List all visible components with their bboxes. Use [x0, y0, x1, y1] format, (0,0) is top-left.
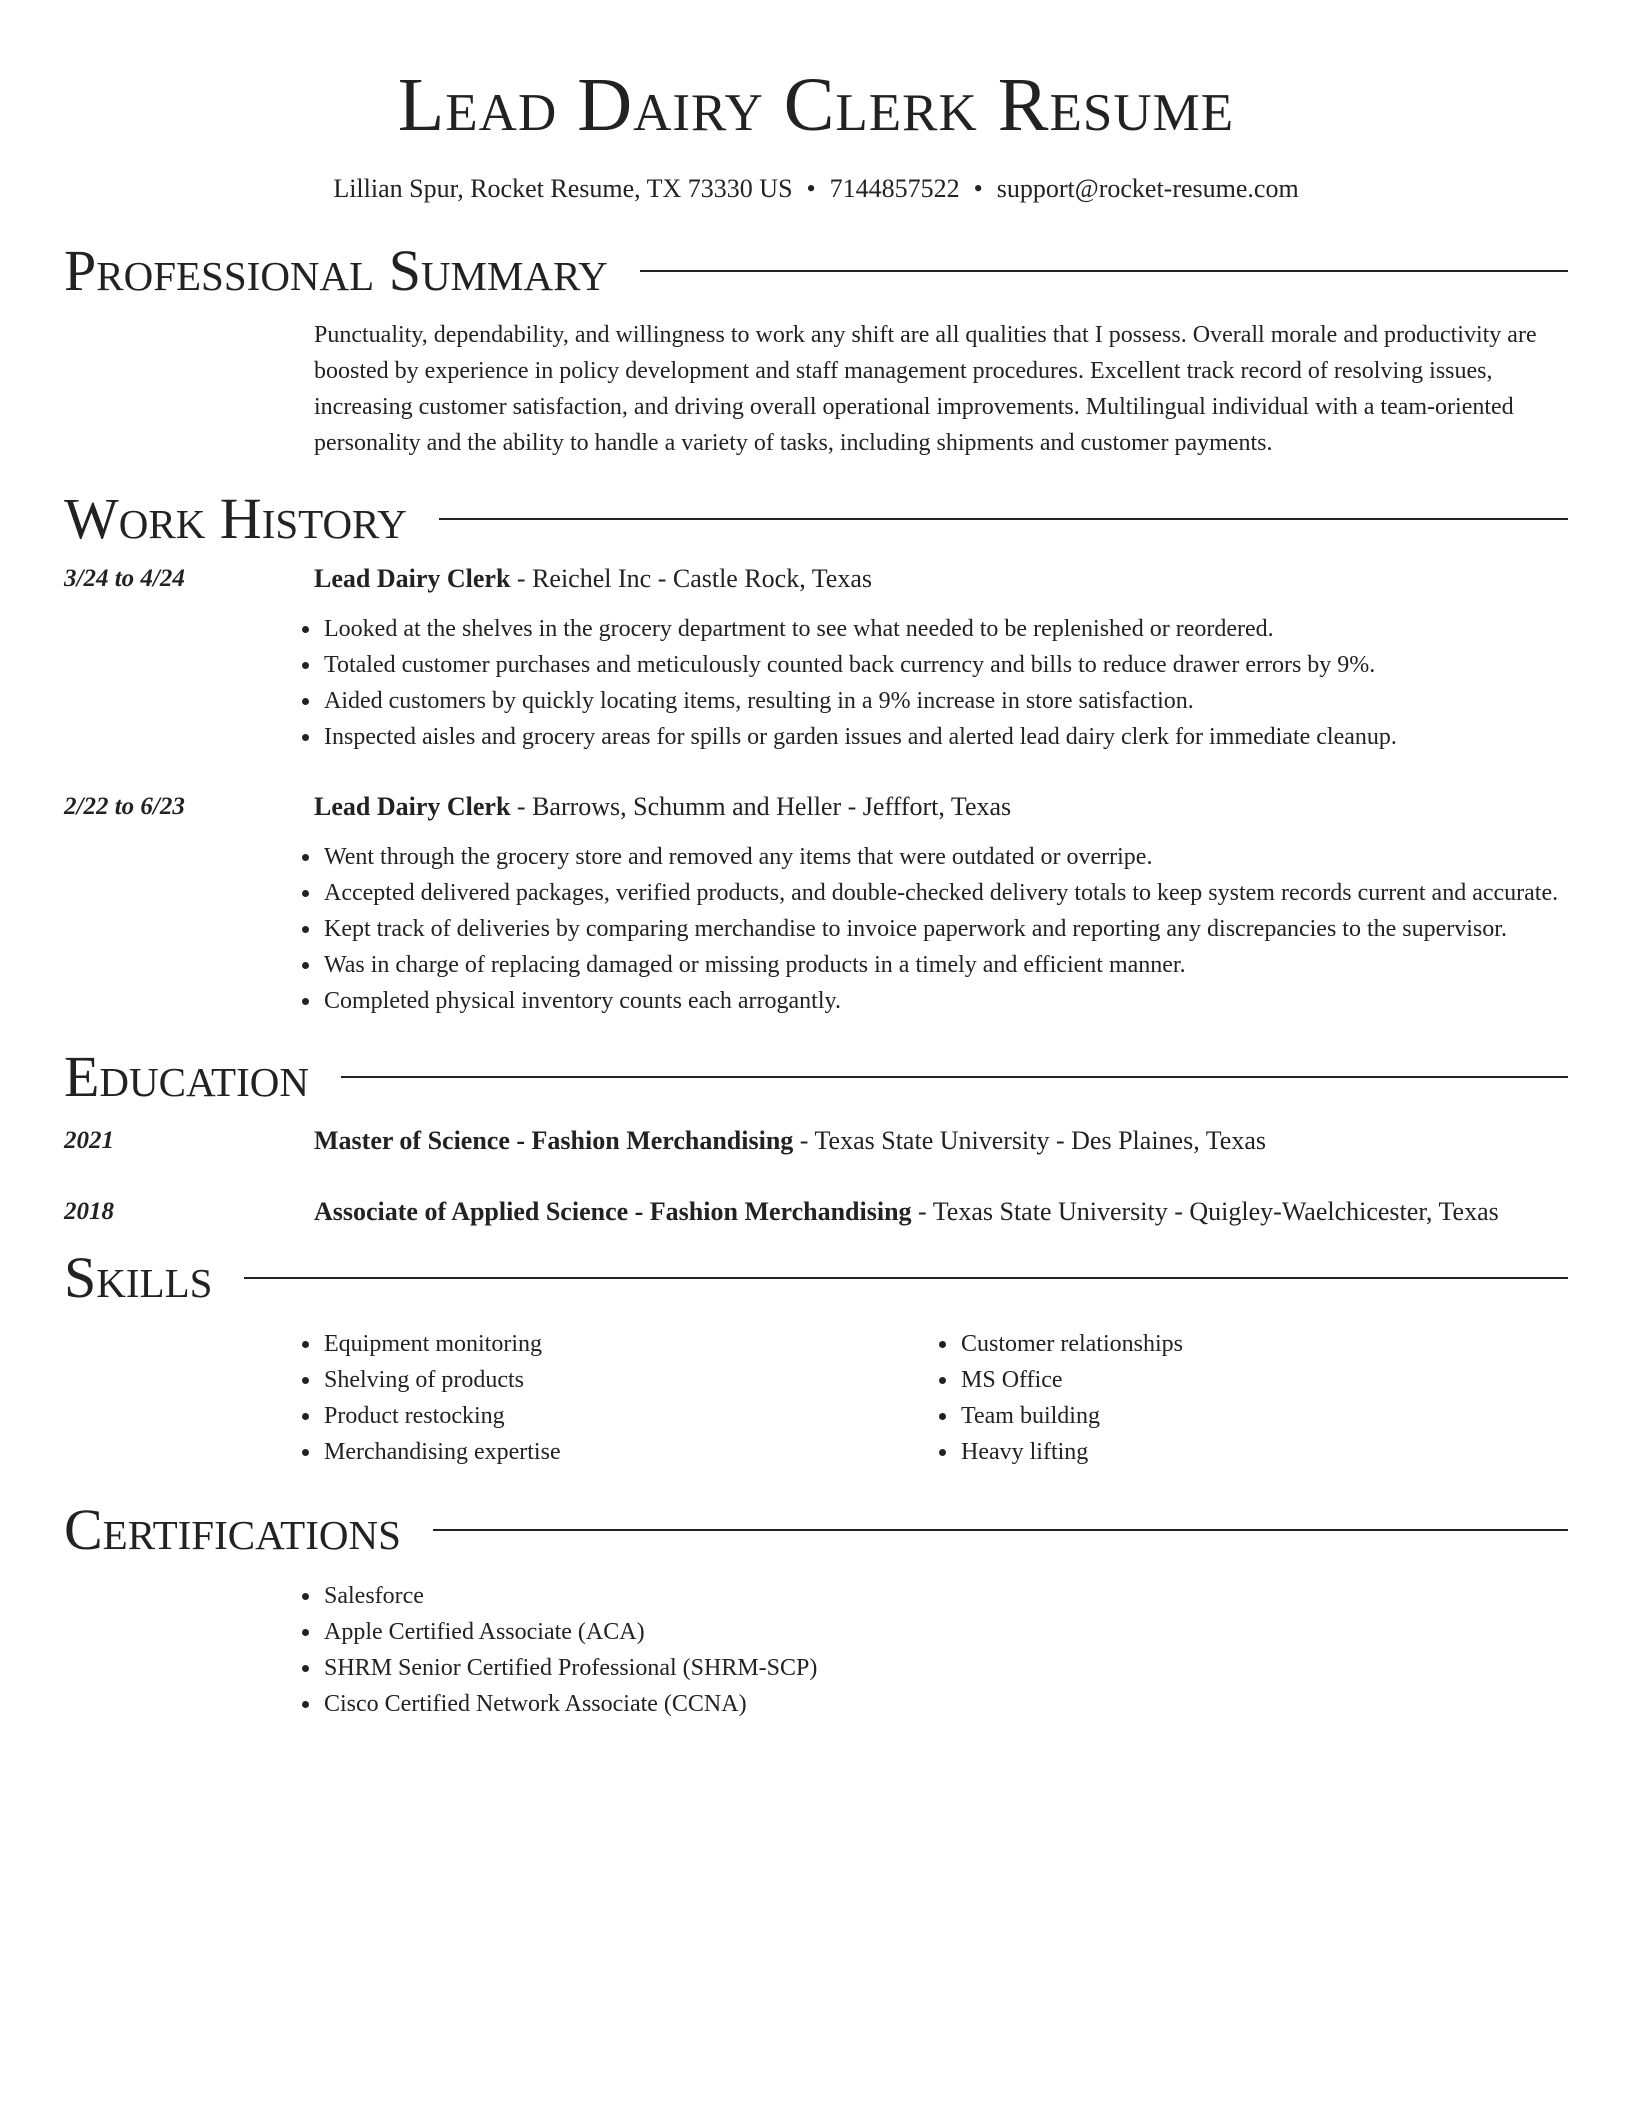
job-details: - Barrows, Schumm and Heller - Jefffort, Texas: [510, 792, 1012, 821]
list-item: • Was in charge of replacing damaged or missing products in a timely and efficient manner.: [322, 947, 1632, 983]
certifications-block: [0, 1578, 1632, 1722]
list-item: • Went through the grocery store and removed any items that were outdated or overripe.: [322, 839, 1632, 875]
list-item: • Equipment monitoring: [322, 1326, 931, 1362]
job-entry: [64, 561, 1568, 597]
list-item: • Apple Certified Associate (ACA): [322, 1614, 1632, 1650]
list-item: • Heavy lifting: [959, 1434, 1568, 1470]
list-item: • Salesforce: [322, 1578, 1632, 1614]
section-divider: [433, 1529, 1568, 1531]
job-title: Lead Dairy Clerk: [314, 792, 511, 821]
education-degree: Master of Science - Fashion Merchandising: [314, 1126, 794, 1155]
resume-title: Lead Dairy Clerk Resume: [397, 63, 1235, 147]
job-heading: [314, 561, 1568, 597]
job-dates: 3/24 to 4/24: [64, 565, 185, 592]
job-bullets: [294, 611, 1632, 755]
job-bullets: [294, 839, 1632, 1019]
job-entry: [64, 789, 1568, 825]
section-divider: [640, 270, 1568, 272]
section-title-skills: Skills: [64, 1245, 213, 1310]
contact-line: [0, 173, 1632, 205]
section-title-education: Education: [64, 1044, 309, 1109]
list-item: • Product restocking: [322, 1398, 931, 1434]
skills-list-right: [931, 1326, 1568, 1470]
list-item: • Merchandising expertise: [322, 1434, 931, 1470]
education-entry: [64, 1123, 1568, 1159]
list-item: • Kept track of deliveries by comparing merchandise to invoice paperwork and reporting any discrepancies to the supervisor.: [322, 911, 1632, 947]
list-item: • Team building: [959, 1398, 1568, 1434]
contact-separator: •: [973, 174, 983, 203]
list-item: • Completed physical inventory counts each arrogantly.: [322, 983, 1632, 1019]
section-title-summary: Professional Summary: [64, 238, 608, 303]
list-item: • Inspected aisles and grocery areas for spills or garden issues and alerted lead dairy clerk for immediate cleanup.: [322, 719, 1632, 755]
education-entry: [64, 1194, 1568, 1230]
education-heading: [314, 1194, 1568, 1230]
summary-text: Punctuality, dependability, and willingness to work any shift are all qualities that I possess. Overall morale and productivity are boosted by experience in policy development and staff management procedures. Excellent track record of resolving issues, increasing customer satisfaction, and driving overall operational improvements. Multilingual individual with a team-oriented personality and the ability to handle a variety of tasks, including shipments and customer payments.: [314, 322, 1537, 456]
contact-email[interactable]: support@rocket-resume.com: [996, 174, 1299, 203]
job-title: Lead Dairy Clerk: [314, 564, 511, 593]
section-title-certifications: Certifications: [64, 1497, 401, 1562]
section-title-work: Work History: [64, 486, 407, 551]
contact-address: Lillian Spur, Rocket Resume, TX 73330 US: [333, 174, 793, 203]
skills-columns: [294, 1326, 1568, 1470]
list-item: • Looked at the shelves in the grocery department to see what needed to be replenished or reordered.: [322, 611, 1632, 647]
education-year: 2018: [64, 1198, 114, 1225]
education-details: - Texas State University - Des Plaines, Texas: [793, 1126, 1266, 1155]
contact-separator: •: [806, 174, 816, 203]
job-details: - Reichel Inc - Castle Rock, Texas: [510, 564, 873, 593]
section-header-certifications: [64, 1498, 1568, 1562]
education-details: - Texas State University - Quigley-Waelchicester, Texas: [911, 1197, 1499, 1226]
education-year: 2021: [64, 1127, 114, 1154]
list-item: • MS Office: [959, 1362, 1568, 1398]
section-divider: [341, 1076, 1568, 1078]
education-degree: Associate of Applied Science - Fashion Merchandising: [314, 1197, 912, 1226]
list-item: • SHRM Senior Certified Professional (SHRM-SCP): [322, 1650, 1632, 1686]
list-item: • Customer relationships: [959, 1326, 1568, 1362]
list-item: • Aided customers by quickly locating items, resulting in a 9% increase in store satisfaction.: [322, 683, 1632, 719]
section-header-summary: [64, 239, 1568, 303]
section-header-skills: [64, 1246, 1568, 1310]
certifications-list: [294, 1578, 1632, 1722]
skills-list-left: [294, 1326, 931, 1470]
education-heading: [314, 1123, 1568, 1159]
job-heading: [314, 789, 1568, 825]
section-header-work: [64, 487, 1568, 551]
contact-phone: 7144857522: [829, 174, 960, 203]
section-divider: [244, 1277, 1568, 1279]
section-divider: [439, 518, 1568, 520]
list-item: • Cisco Certified Network Associate (CCNA): [322, 1686, 1632, 1722]
list-item: • Shelving of products: [322, 1362, 931, 1398]
list-item: • Accepted delivered packages, verified products, and double-checked delivery totals to keep system records current and accurate.: [322, 875, 1632, 911]
section-header-education: [64, 1045, 1568, 1109]
job-dates: 2/22 to 6/23: [64, 793, 185, 820]
list-item: • Totaled customer purchases and meticulously counted back currency and bills to reduce drawer errors by 9%.: [322, 647, 1632, 683]
